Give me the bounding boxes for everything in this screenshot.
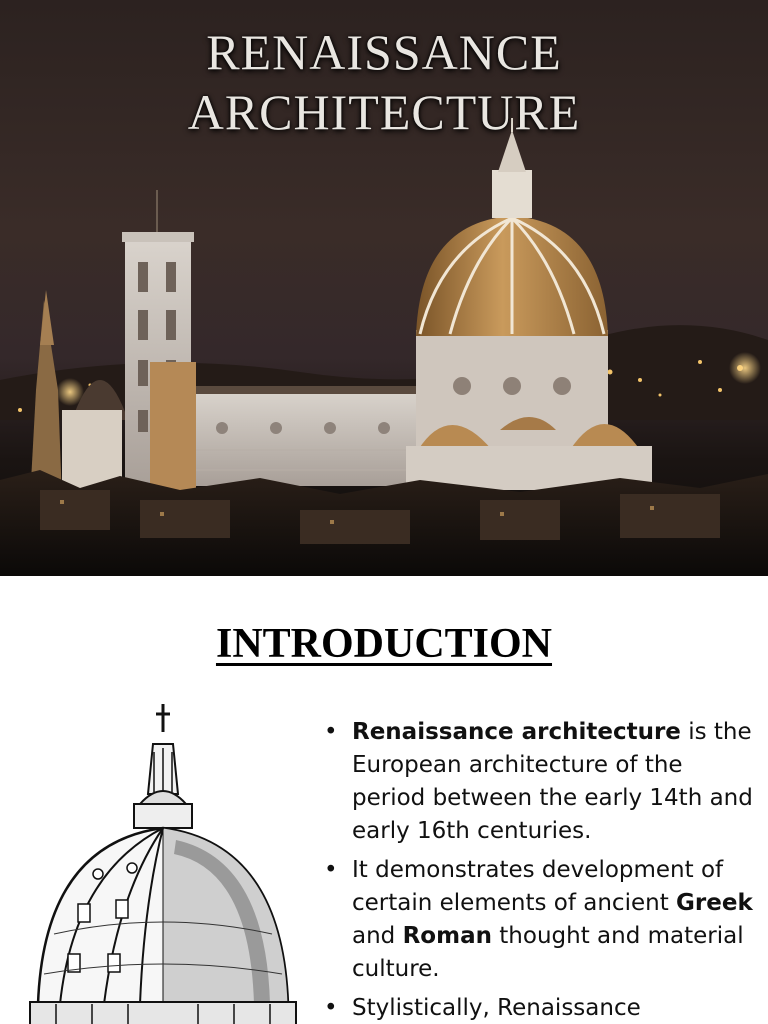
hero-title-line-1: RENAISSANCE bbox=[206, 24, 562, 80]
bullet-item-2 bbox=[318, 854, 758, 986]
bullet-2-text-part-1: It demonstrates development of certain elements of ancient bbox=[352, 857, 724, 916]
hero-title-line-2: ARCHITECTURE bbox=[187, 84, 581, 140]
dome-engraving-illustration bbox=[8, 704, 308, 1024]
bullet-1-text: is the European architecture of the period between the early 14th and early 16th centuries. bbox=[352, 719, 753, 844]
bullet-dot: • bbox=[324, 719, 338, 745]
hero-title bbox=[0, 22, 768, 142]
introduction-heading bbox=[0, 618, 768, 670]
bullet-item-1 bbox=[318, 716, 758, 848]
bullet-dot: • bbox=[324, 995, 338, 1021]
bullet-item-3 bbox=[318, 992, 758, 1024]
introduction-bullet-list bbox=[318, 716, 758, 1024]
bullet-3-text: Stylistically, Renaissance bbox=[352, 995, 641, 1021]
introduction-slide bbox=[0, 576, 768, 1024]
introduction-heading-text: INTRODUCTION bbox=[215, 621, 553, 667]
bullet-2-bold-roman: Roman bbox=[402, 923, 492, 949]
bullet-2-bold-greek: Greek bbox=[676, 890, 753, 916]
bullet-dot: • bbox=[324, 857, 338, 883]
bullet-2-text-part-3: thought and material culture. bbox=[352, 923, 744, 982]
bullet-2-text-part-2: and bbox=[352, 923, 403, 949]
bullet-1-bold-term: Renaissance architecture bbox=[352, 719, 681, 745]
